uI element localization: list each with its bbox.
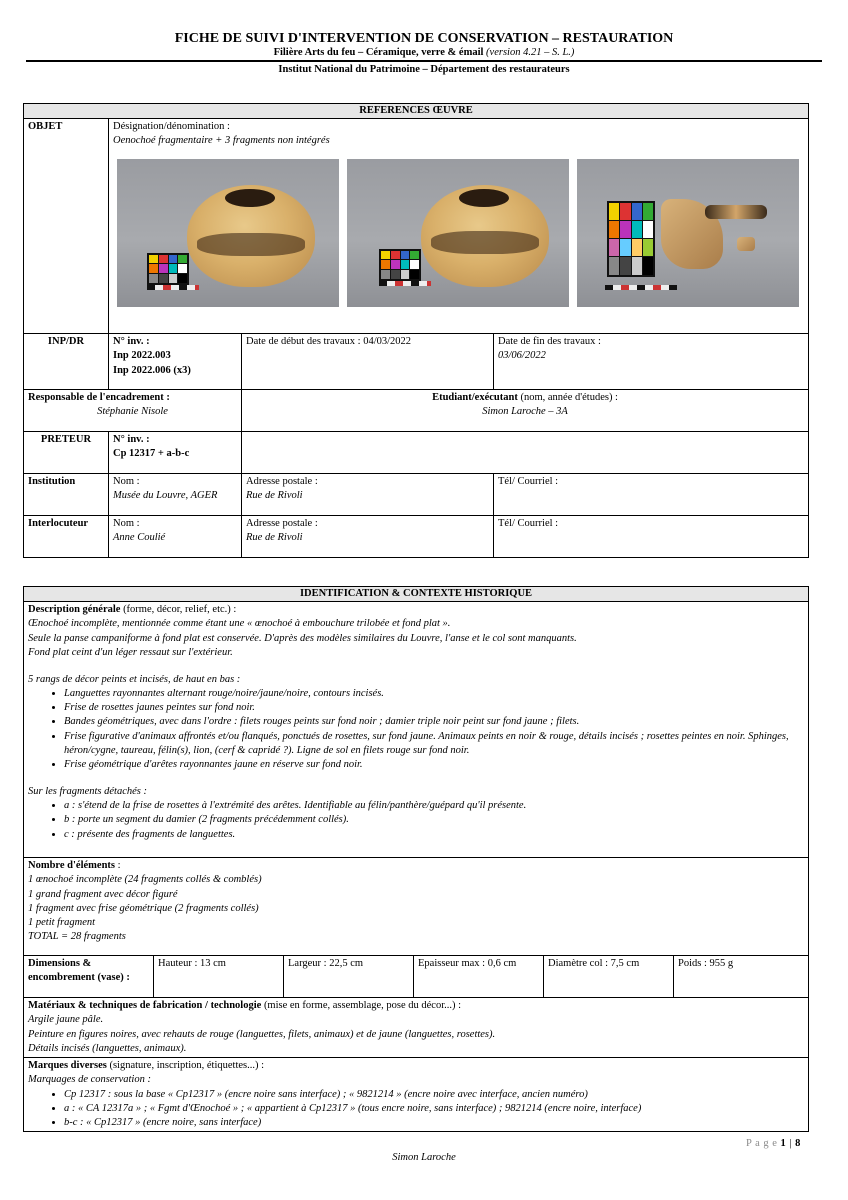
designation-value: Oenochoé fragmentaire + 3 fragments non intégrés <box>113 135 330 147</box>
description-label: Description générale <box>28 604 121 616</box>
marques-cell <box>24 1058 809 1132</box>
designation-label: Désignation/dénomination : <box>113 121 230 133</box>
inv-label: N° inv. : <box>113 336 150 348</box>
nombre-line: 1 fragment avec frise géométrique (2 fragments collés) <box>28 902 259 914</box>
objet-cell <box>109 119 809 334</box>
resp-value: Stéphanie Nisole <box>97 406 168 418</box>
institution-nom-value: Musée du Louvre, AGER <box>113 490 218 502</box>
identification-section-title: IDENTIFICATION & CONTEXTE HISTORIQUE <box>24 587 809 602</box>
student-label: Etudiant/exécutant <box>432 392 518 404</box>
end-date-value: 03/06/2022 <box>498 350 546 362</box>
fragment-item: • b : porte un segment du damier (2 fragments précédemment collés). <box>64 813 804 827</box>
header-rule <box>26 60 822 62</box>
end-date-cell <box>494 334 809 390</box>
page-indicator: P a g e 1 | 8 <box>746 1138 801 1149</box>
marques-intro: Marquages de conservation : <box>28 1074 151 1086</box>
interlocuteur-nom-label: Nom : <box>113 518 140 530</box>
institution-adresse-value: Rue de Rivoli <box>246 490 303 502</box>
footer-author: Simon Laroche <box>392 1152 456 1163</box>
materiaux-label: Matériaux & techniques de fabrication / technologie <box>28 1000 262 1012</box>
fragment-item: • c : présente des fragments de languettes. <box>64 828 804 842</box>
inp-label: INP/DR <box>24 334 109 390</box>
institution-nom-cell <box>109 474 242 516</box>
document-title: FICHE DE SUIVI D'INTERVENTION DE CONSERVATION – RESTAURATION <box>174 31 674 46</box>
materiaux-cell <box>24 998 809 1058</box>
description-line-3: Fond plat ceint d'un léger ressaut sur l'extérieur. <box>28 646 233 658</box>
resp-cell <box>24 390 242 432</box>
inp-inv-cell <box>109 334 242 390</box>
dimension-epaisseur: Epaisseur max : 0,6 cm <box>414 956 544 998</box>
materiaux-line: Détails incisés (languettes, animaux). <box>28 1042 187 1054</box>
decor-item: • Languettes rayonnantes alternant rouge/noire/jaune/noire, contours incisés. <box>64 687 804 701</box>
identification-table <box>23 586 809 1132</box>
materiaux-heading <box>28 999 804 1013</box>
nombre-label: Nombre d'éléments <box>28 860 115 872</box>
preteur-empty <box>242 432 809 474</box>
institution-adresse-cell <box>242 474 494 516</box>
inv-2: Inp 2022.006 (x3) <box>113 364 191 376</box>
subtitle-text: Filière Arts du feu – Céramique, verre & émail <box>273 47 484 58</box>
preteur-inv-cell <box>109 432 242 474</box>
preteur-inv-label: N° inv. : <box>113 434 150 446</box>
objet-label: OBJET <box>24 119 109 334</box>
decor-item: • Frise figurative d'animaux affrontés et/ou flanqués, ponctués de rosettes, sur fond jaune. Animaux peints en noir & rouge, détails incisés ; rosettes peintes en noir. Sphinges, héron/cygne, taureau, félin(s), lion, (cerf & capridé ?). Ligne de sol en filets rouge sur fond noir. <box>64 730 804 758</box>
decor-list <box>28 687 804 772</box>
dimension-diametre: Diamètre col : 7,5 cm <box>544 956 674 998</box>
marque-item: • b-c : « Cp12317 » (encre noire, sans interface) <box>64 1116 804 1130</box>
institution-adresse-label: Adresse postale : <box>246 476 318 488</box>
dimension-largeur: Largeur : 22,5 cm <box>284 956 414 998</box>
references-section-title: REFERENCES ŒUVRE <box>24 104 809 119</box>
marques-list <box>28 1088 804 1131</box>
decor-item: • Bandes géométriques, avec dans l'ordre : filets rouges peints sur fond noir ; damier triple noir peint sur fond jaune ; filets. <box>64 715 804 729</box>
institution-label: Institution <box>24 474 109 516</box>
institute-name: Institut National du Patrimoine – Département des restaurateurs <box>278 64 570 75</box>
materiaux-line: Argile jaune pâle. <box>28 1014 104 1026</box>
marque-item: • a : « CA 12317a » ; « Fgmt d'Œnochoé » ; « appartient à Cp12317 » (tous encre noire, sans interface) ; 9821214 (encre noire, interface) <box>64 1102 804 1116</box>
decor-item: • Frise de rosettes jaunes peintes sur fond noir. <box>64 701 804 715</box>
nombre-cell <box>24 858 809 956</box>
student-label-suffix: (nom, année d'études) : <box>517 392 618 404</box>
materiaux-line: Peinture en figures noires, avec rehauts de rouge (languettes, filets, animaux) et de jaune (languettes, rosettes). <box>28 1028 496 1040</box>
preteur-inv-value: Cp 12317 + a-b-c <box>113 448 190 460</box>
description-line-2: Seule la panse campaniforme à fond plat est conservée. D'après des modèles similaires du Louvre, l'anse et le col sont manquants. <box>28 632 577 644</box>
nombre-line: 1 œnochoé incomplète (24 fragments collés & comblés) <box>28 874 262 886</box>
nombre-heading <box>28 859 804 873</box>
start-date: Date de début des travaux : 04/03/2022 <box>242 334 494 390</box>
materiaux-label-suffix: (mise en forme, assemblage, pose du décor...) : <box>261 1000 462 1012</box>
interlocuteur-nom-cell <box>109 516 242 558</box>
marques-label-suffix: (signature, inscription, étiquettes...) : <box>106 1060 265 1072</box>
fragments-list <box>28 799 804 842</box>
nombre-label-suffix: : <box>115 860 121 872</box>
institution-tel: Tél/ Courriel : <box>494 474 809 516</box>
interlocuteur-tel: Tél/ Courriel : <box>494 516 809 558</box>
decor-intro: 5 rangs de décor peints et incisés, de haut en bas : <box>28 673 241 685</box>
photo-vase-front <box>117 159 339 307</box>
interlocuteur-adresse-value: Rue de Rivoli <box>246 532 303 544</box>
page-word: P a g e <box>746 1138 778 1149</box>
dimensions-label <box>24 956 154 998</box>
preteur-label: PRETEUR <box>24 432 109 474</box>
interlocuteur-adresse-cell <box>242 516 494 558</box>
resp-label: Responsable de l'encadrement : <box>28 392 170 404</box>
dimension-hauteur: Hauteur : 13 cm <box>154 956 284 998</box>
nombre-total: TOTAL = 28 fragments <box>28 931 126 943</box>
description-heading <box>28 603 804 617</box>
fragment-item: • a : s'étend de la frise de rosettes à l'extrémité des arêtes. Identifiable au félin/panthère/guépard qu'il présente. <box>64 799 804 813</box>
references-table <box>23 103 809 558</box>
fragments-intro: Sur les fragments détachés : <box>28 786 147 798</box>
nombre-line: 1 petit fragment <box>28 916 96 928</box>
marques-heading <box>28 1059 804 1073</box>
interlocuteur-nom-value: Anne Coulié <box>113 532 166 544</box>
student-label-line <box>246 391 804 405</box>
version-text: (version 4.21 – S. L.) <box>486 47 575 58</box>
photo-fragments <box>577 159 799 307</box>
dimension-poids: Poids : 955 g <box>674 956 809 998</box>
marques-label: Marques diverses <box>28 1060 107 1072</box>
description-line-1: Œnochoé incomplète, mentionnée comme étant une « œnochoé à embouchure trilobée et fond plat ». <box>28 618 451 630</box>
student-cell <box>242 390 809 432</box>
interlocuteur-label: Interlocuteur <box>24 516 109 558</box>
end-date-label: Date de fin des travaux : <box>498 336 601 348</box>
page-total: 8 <box>795 1138 801 1149</box>
student-value: Simon Laroche – 3A <box>482 406 568 418</box>
decor-item: • Frise géométrique d'arêtes rayonnantes jaune en réserve sur fond noir. <box>64 758 804 772</box>
interlocuteur-adresse-label: Adresse postale : <box>246 518 318 530</box>
dimensions-label-2: encombrement (vase) : <box>28 972 130 984</box>
nombre-line: 1 grand fragment avec décor figuré <box>28 888 178 900</box>
marque-item: • Cp 12317 : sous la base « Cp12317 » (encre noire sans interface) ; « 9821214 » (encre noire avec interface, ancien numéro) <box>64 1088 804 1102</box>
photo-strip <box>117 159 804 307</box>
description-label-suffix: (forme, décor, relief, etc.) : <box>120 604 237 616</box>
photo-vase-side <box>347 159 569 307</box>
dimensions-label-1: Dimensions & <box>28 958 92 970</box>
description-cell <box>24 602 809 858</box>
document-subtitle <box>0 46 848 60</box>
institution-nom-label: Nom : <box>113 476 140 488</box>
page-number: 1 <box>780 1138 787 1149</box>
inv-1: Inp 2022.003 <box>113 350 171 362</box>
